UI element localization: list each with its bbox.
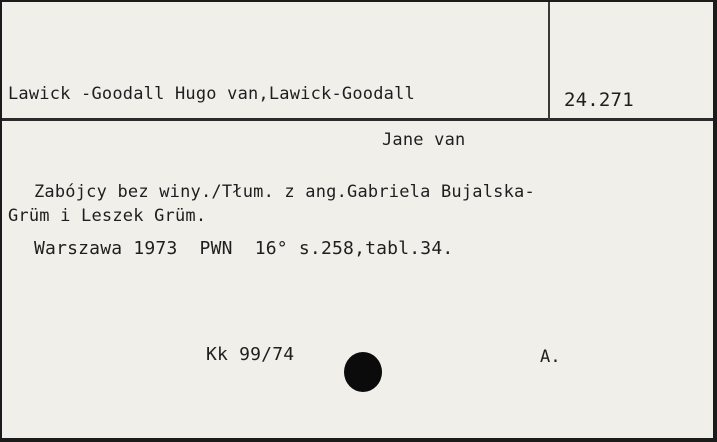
location-mark: A. bbox=[540, 347, 561, 367]
column-divider bbox=[548, 2, 550, 120]
accession-number: Kk 99/74 bbox=[206, 344, 295, 365]
author-heading: Lawick -Goodall Hugo van,Lawick-Goodall bbox=[8, 84, 415, 104]
title-statement-line-1: Zabójcy bez winy./Tłum. z ang.Gabriela Bujalska- bbox=[34, 182, 535, 202]
author-heading-continued: Jane van bbox=[382, 130, 466, 150]
title-statement-line-2: Grüm i Leszek Grüm. bbox=[8, 206, 207, 226]
punch-hole bbox=[344, 352, 382, 392]
call-number: 24.271 bbox=[564, 89, 634, 111]
catalog-card bbox=[2, 2, 713, 438]
publication-imprint: Warszawa 1973 PWN 16° s.258,tabl.34. bbox=[34, 238, 454, 259]
header-divider bbox=[2, 118, 713, 121]
